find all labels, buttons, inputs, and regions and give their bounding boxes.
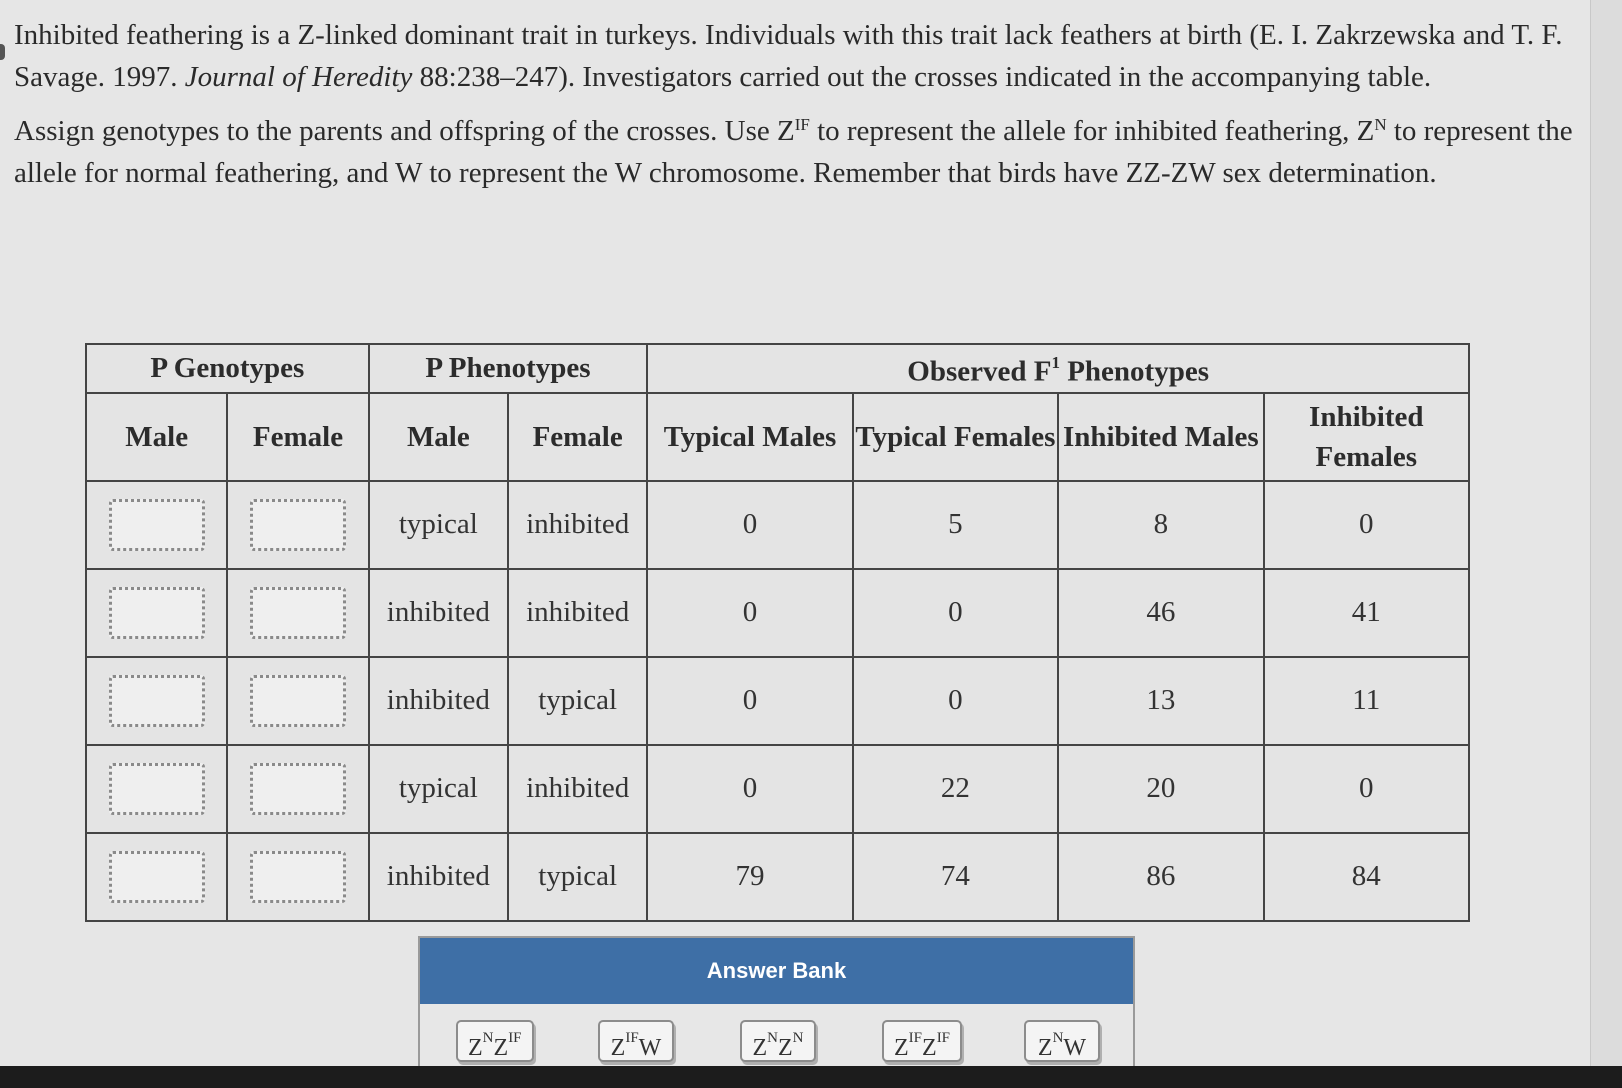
inhibited-males-count: 13	[1058, 657, 1263, 745]
answer-token[interactable]	[740, 1020, 816, 1062]
token-sup: IF	[625, 1030, 639, 1046]
question-text-part: to represent the allele for inhibited feathering, Z	[809, 115, 1375, 147]
inhibited-females-count: 11	[1264, 657, 1469, 745]
typical-females-count: 0	[853, 569, 1058, 657]
answer-token[interactable]	[598, 1020, 674, 1062]
female-phenotype: typical	[508, 833, 647, 921]
female-genotype-cell	[227, 481, 368, 569]
male-genotype-cell	[86, 481, 227, 569]
female-genotype-cell	[227, 745, 368, 833]
col-female-phenotype: Female	[508, 393, 647, 481]
typical-females-count: 22	[853, 745, 1058, 833]
inhibited-males-count: 46	[1058, 569, 1263, 657]
token-text: Z	[610, 1035, 626, 1061]
male-phenotype: typical	[369, 745, 508, 833]
journal-title: Journal of Heredity	[184, 61, 413, 93]
male-genotype-drop-target[interactable]	[109, 851, 205, 903]
inhibited-females-count: 41	[1264, 569, 1469, 657]
female-genotype-cell	[227, 657, 368, 745]
male-genotype-drop-target[interactable]	[109, 587, 205, 639]
typical-males-count: 0	[647, 745, 852, 833]
header-text: Observed F	[907, 355, 1052, 388]
male-phenotype: inhibited	[369, 833, 508, 921]
female-genotype-drop-target[interactable]	[250, 675, 346, 727]
token-sup: N	[482, 1030, 494, 1046]
superscript: N	[1374, 115, 1387, 134]
superscript: IF	[794, 115, 810, 134]
question-paragraph-2	[14, 110, 1574, 194]
table-row	[86, 481, 1469, 569]
male-phenotype: typical	[369, 481, 508, 569]
question-paragraph-1	[14, 14, 1574, 98]
inhibited-males-count: 86	[1058, 833, 1263, 921]
token-sup: IF	[908, 1030, 923, 1046]
col-inhibited-females: Inhibited Females	[1264, 393, 1469, 481]
male-genotype-cell	[86, 569, 227, 657]
header-observed-f1	[647, 344, 1469, 393]
token-text: Z	[752, 1035, 768, 1061]
answer-token[interactable]	[1024, 1020, 1100, 1062]
token-sup: N	[1052, 1030, 1064, 1046]
col-typical-females: Typical Females	[853, 393, 1058, 481]
female-phenotype: inhibited	[508, 745, 647, 833]
male-phenotype: inhibited	[369, 657, 508, 745]
answer-bank-title: Answer Bank	[420, 938, 1133, 1004]
token-text: Z	[468, 1035, 483, 1061]
col-male-genotype: Male	[86, 393, 227, 481]
typical-males-count: 0	[647, 569, 852, 657]
typical-females-count: 5	[853, 481, 1058, 569]
typical-males-count: 0	[647, 657, 852, 745]
male-genotype-cell	[86, 657, 227, 745]
col-male-phenotype: Male	[369, 393, 508, 481]
token-sup: IF	[508, 1030, 522, 1046]
token-sup: IF	[936, 1030, 951, 1046]
female-genotype-drop-target[interactable]	[250, 851, 346, 903]
col-inhibited-males: Inhibited Males	[1058, 393, 1263, 481]
question-text-part: Inhibited feathering is a Z-linked dominant trait in turkeys. Individuals with this trait lack feathers at birth (E. I. Zakrzewska and T. F. Savage. 1997.	[14, 19, 1563, 93]
question-text-part: Assign genotypes to the parents and offspring of the crosses. Use Z	[14, 115, 795, 147]
token-text: Z	[493, 1035, 509, 1061]
token-text: Z	[1037, 1035, 1053, 1061]
typical-males-count: 79	[647, 833, 852, 921]
male-genotype-cell	[86, 745, 227, 833]
question-text	[14, 14, 1574, 206]
table-row	[86, 833, 1469, 921]
male-genotype-drop-target[interactable]	[109, 763, 205, 815]
answer-token[interactable]	[882, 1020, 962, 1062]
female-genotype-drop-target[interactable]	[250, 763, 346, 815]
bottom-bar	[0, 1066, 1622, 1088]
typical-females-count: 74	[853, 833, 1058, 921]
header-p-phenotypes: P Phenotypes	[369, 344, 648, 393]
header-row-2	[86, 393, 1469, 481]
inhibited-females-count: 0	[1264, 745, 1469, 833]
female-phenotype: inhibited	[508, 481, 647, 569]
header-text: Phenotypes	[1059, 355, 1210, 388]
female-genotype-drop-target[interactable]	[250, 587, 346, 639]
token-text: W	[638, 1035, 662, 1061]
question-text-part: 88:238–247). Investigators carried out the crosses indicated in the accompanying table.	[412, 61, 1432, 93]
table-row	[86, 657, 1469, 745]
male-genotype-drop-target[interactable]	[109, 499, 205, 551]
inhibited-males-count: 20	[1058, 745, 1263, 833]
female-phenotype: inhibited	[508, 569, 647, 657]
table-row	[86, 745, 1469, 833]
edge-marker	[0, 44, 5, 60]
male-genotype-cell	[86, 833, 227, 921]
female-genotype-cell	[227, 569, 368, 657]
superscript: 1	[1051, 353, 1060, 372]
header-row-1	[86, 344, 1469, 393]
token-sup: N	[792, 1030, 804, 1046]
inhibited-females-count: 84	[1264, 833, 1469, 921]
token-text: Z	[894, 1035, 909, 1061]
cross-table	[85, 343, 1470, 922]
question-text-part: to represent the allele for normal feathering, and W to represent the W chromosome. Remember that birds have ZZ-ZW sex determination.	[14, 115, 1573, 189]
answer-token[interactable]	[456, 1020, 534, 1062]
token-text: W	[1063, 1035, 1087, 1061]
col-typical-males: Typical Males	[647, 393, 852, 481]
female-genotype-cell	[227, 833, 368, 921]
token-sup: N	[767, 1030, 778, 1046]
header-p-genotypes: P Genotypes	[86, 344, 369, 393]
female-genotype-drop-target[interactable]	[250, 499, 346, 551]
typical-females-count: 0	[853, 657, 1058, 745]
male-phenotype: inhibited	[369, 569, 508, 657]
token-text: Z	[922, 1035, 937, 1061]
inhibited-females-count: 0	[1264, 481, 1469, 569]
token-text: Z	[778, 1035, 793, 1061]
male-genotype-drop-target[interactable]	[109, 675, 205, 727]
inhibited-males-count: 8	[1058, 481, 1263, 569]
table-row	[86, 569, 1469, 657]
col-female-genotype: Female	[227, 393, 368, 481]
female-phenotype: typical	[508, 657, 647, 745]
typical-males-count: 0	[647, 481, 852, 569]
